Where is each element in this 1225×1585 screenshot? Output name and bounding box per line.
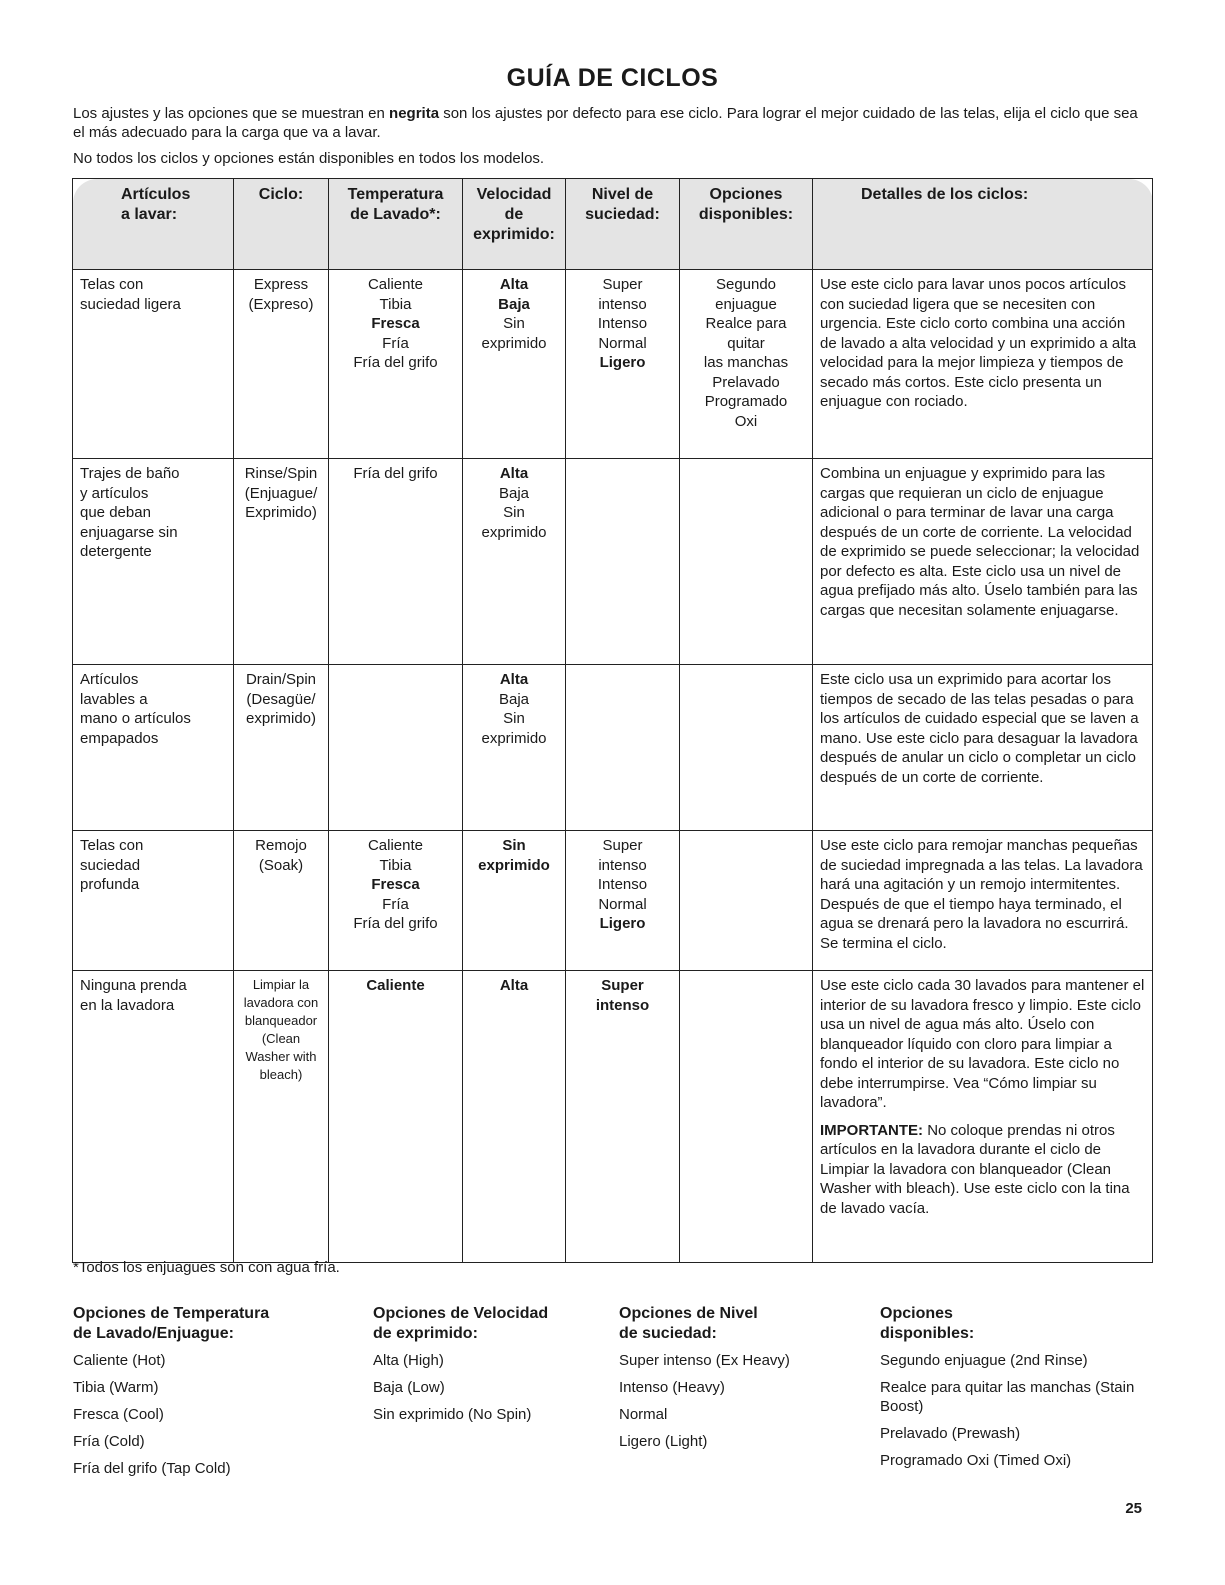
option-item: Prelavado (Prewash): [880, 1425, 1021, 1442]
cycle-cell: [234, 971, 329, 1263]
items-cell: [73, 971, 234, 1263]
header-label: Artículos: [121, 186, 191, 203]
cell-line: Ligero: [599, 915, 646, 932]
option-item: Ligero (Light): [619, 1433, 708, 1450]
cell-line: Telas con: [80, 276, 144, 293]
cell-line: Baja: [498, 484, 530, 502]
cell-line: exprimido): [245, 710, 317, 727]
cell-line: Telas con: [80, 837, 144, 854]
cell-line: que deban: [80, 504, 151, 521]
temperature-cell: [329, 665, 463, 831]
cell-line: Drain/Spin: [245, 671, 317, 688]
cell-line: Ninguna prenda: [80, 977, 187, 994]
header-label: exprimido:: [473, 226, 555, 243]
option-item: Realce para quitar las manchas (Stain Boost): [880, 1379, 1135, 1415]
header-label: Ciclo:: [258, 186, 304, 203]
details-cell: [813, 270, 1153, 459]
cell-line: Super: [601, 977, 644, 994]
cell-line: (Enjuague/: [244, 484, 318, 502]
heading-line: Opciones de Velocidad: [373, 1305, 549, 1322]
details-cell: [813, 459, 1153, 665]
cell-line: Alta: [499, 671, 529, 688]
header-label: Detalles de los ciclos:: [861, 186, 1029, 203]
header-label: Temperatura: [347, 186, 444, 203]
items-cell: [73, 831, 234, 971]
cell-line: Normal: [598, 895, 647, 913]
cell-line: Fría del grifo: [353, 354, 438, 371]
header-label: Nivel de: [591, 186, 654, 203]
soil-level-cell: [566, 971, 680, 1263]
cell-line: Fría: [382, 895, 409, 913]
spin-speed-cell: [463, 831, 566, 971]
page-number: 25: [1125, 1500, 1142, 1517]
option-item: Super intenso (Ex Heavy): [619, 1352, 790, 1369]
important-label: IMPORTANTE:: [820, 1121, 924, 1139]
options-heading: [619, 1304, 864, 1344]
options-heading: [880, 1304, 1155, 1344]
cell-line: suciedad ligera: [80, 295, 181, 313]
cell-line: Fresca: [371, 876, 420, 893]
cell-line: intenso: [598, 856, 647, 874]
header-temperature: [329, 179, 463, 270]
cell-line: Sin: [502, 837, 526, 854]
option-item: Normal: [619, 1406, 668, 1423]
cell-line: Fría del grifo: [353, 465, 438, 482]
available-options: [880, 1304, 1155, 1478]
cell-line: empapados: [80, 729, 159, 747]
cell-line: Sin: [503, 710, 525, 727]
option-item: Tibia (Warm): [73, 1379, 159, 1396]
cell-line: Super: [602, 276, 643, 293]
cell-line: Normal: [598, 334, 647, 352]
cell-line: Realce para: [705, 315, 787, 332]
cell-line: Programado: [704, 393, 788, 410]
cell-line: lavables a: [80, 690, 148, 708]
cell-line: Caliente: [367, 276, 424, 293]
cycle-cell: [234, 459, 329, 665]
cell-line: y artículos: [80, 484, 149, 502]
option-item: Fresca (Cool): [73, 1406, 164, 1423]
header-soil-level: [566, 179, 680, 270]
spin-speed-cell: [463, 270, 566, 459]
table-row: [73, 459, 1153, 665]
details-text: Combina un enjuague y exprimido para las cargas que requieran un ciclo de enjuague adicional o para terminar de lavar una carga después de un corte de corriente. La velocidad de exprimido se puede seleccionar; la velocidad por defecto es alta. Este ciclo usa un nivel de agua prefijado más alto. Úselo también para las cargas que necesitan solamente enjuagarse.: [820, 465, 1140, 619]
option-item: Programado Oxi (Timed Oxi): [880, 1452, 1072, 1469]
cell-line: Fría: [382, 334, 409, 352]
intro-paragraph: [73, 104, 1153, 142]
spin-speed-options: [373, 1304, 603, 1432]
cell-line: Alta: [499, 276, 529, 293]
important-note: [820, 1121, 1145, 1219]
cell-line: (Soak): [258, 856, 304, 874]
cell-line: enjuague: [715, 295, 777, 313]
cell-line: intenso: [598, 295, 647, 313]
items-cell: [73, 665, 234, 831]
cell-line: Alta: [499, 465, 529, 482]
header-label: Opciones: [709, 186, 783, 203]
cell-line: Express: [253, 276, 309, 293]
options-heading: [73, 1304, 353, 1344]
cell-line: intenso: [595, 996, 650, 1014]
cell-line: detergente: [80, 543, 152, 560]
cell-line: (Clean: [261, 1031, 301, 1046]
cell-line: Baja: [498, 690, 530, 708]
cell-line: Fresca: [371, 315, 420, 332]
header-spin-speed: [463, 179, 566, 270]
options-cell: [680, 665, 813, 831]
spin-speed-cell: [463, 971, 566, 1263]
details-text: Use este ciclo para lavar unos pocos artículos con suciedad ligera que se necesiten con urgencia. Este ciclo corto combina una acción de lavado a alta velocidad y un exprimido a alta velocidad para la mejor limpieza y tiempos de secado más cortos. Este ciclo presenta un enjuague con rociado.: [820, 276, 1137, 410]
heading-line: de Lavado/Enjuague:: [73, 1325, 234, 1342]
cell-line: Segundo: [715, 276, 777, 293]
cell-line: Limpiar la: [252, 977, 310, 992]
header-items: [73, 179, 234, 270]
option-item: Sin exprimido (No Spin): [373, 1406, 532, 1423]
cell-line: mano o artículos: [80, 710, 191, 727]
cell-line: Caliente: [366, 977, 425, 994]
header-label: de: [504, 206, 524, 223]
cell-line: (Expreso): [248, 295, 314, 313]
cycle-cell: [234, 831, 329, 971]
table-row: [73, 665, 1153, 831]
cell-line: Tibia: [379, 295, 412, 313]
option-item: Caliente (Hot): [73, 1352, 166, 1369]
heading-line: Opciones de Nivel: [619, 1305, 758, 1322]
options-cell: [680, 270, 813, 459]
cell-line: exprimido: [481, 729, 547, 747]
header-label: a lavar:: [121, 206, 178, 223]
cell-line: (Desagüe/: [246, 690, 316, 708]
heading-line: Opciones de Temperatura: [73, 1305, 270, 1322]
cycle-cell: [234, 270, 329, 459]
header-cycle: [234, 179, 329, 270]
header-options: [680, 179, 813, 270]
cell-line: Prelavado: [712, 373, 780, 391]
soil-level-cell: [566, 665, 680, 831]
spin-speed-cell: [463, 459, 566, 665]
cycle-cell: [234, 665, 329, 831]
details-cell: [813, 665, 1153, 831]
details-text: Este ciclo usa un exprimido para acortar los tiempos de secado de las telas pesadas o para los artículos de cuidado especial que se laven a mano. Use este ciclo para desaguar la lavadora después de anular un ciclo o completar un ciclo después de un corte de corriente.: [820, 671, 1139, 786]
footnote: *Todos los enjuagues son con agua fría.: [73, 1259, 340, 1276]
items-cell: [73, 459, 234, 665]
items-cell: [73, 270, 234, 459]
cell-line: Washer with: [245, 1049, 317, 1064]
header-details: [813, 179, 1153, 270]
cell-line: Fría del grifo: [353, 915, 438, 932]
details-cell: [813, 831, 1153, 971]
important-text: No coloque prendas ni otros artículos en la lavadora durante el ciclo de Limpiar la lavadora con blanqueador (Clean Washer with bleach). Use este ciclo con la tina de lavado vacía.: [820, 1121, 1130, 1217]
options-cell: [680, 971, 813, 1263]
cell-line: exprimido: [481, 334, 547, 352]
heading-line: disponibles:: [880, 1325, 975, 1342]
temperature-cell: [329, 459, 463, 665]
table-row: [73, 831, 1153, 971]
header-label: disponibles:: [698, 206, 794, 223]
cell-line: Sin: [503, 315, 525, 332]
cell-line: Ligero: [599, 354, 646, 371]
option-item: Fría del grifo (Tap Cold): [73, 1460, 231, 1477]
soil-level-cell: [566, 459, 680, 665]
soil-level-options: [619, 1304, 864, 1459]
table-row: [73, 270, 1153, 459]
option-item: Segundo enjuague (2nd Rinse): [880, 1352, 1088, 1369]
header-label: de Lavado*:: [350, 206, 441, 223]
temperature-cell: [329, 831, 463, 971]
intro-bold-word: negrita: [389, 105, 440, 122]
intro-text: Los ajustes y las opciones que se muestran en: [73, 105, 390, 122]
cell-line: Oxi: [734, 412, 758, 430]
details-cell: [813, 971, 1153, 1263]
cell-line: suciedad: [80, 856, 141, 874]
cell-line: Remojo: [255, 837, 307, 854]
temperature-cell: [329, 270, 463, 459]
cell-line: Exprimido): [245, 504, 317, 521]
cell-line: Intenso: [597, 876, 648, 893]
cell-line: quitar: [727, 334, 765, 352]
cell-line: Intenso: [597, 315, 648, 332]
cell-line: Baja: [498, 295, 530, 313]
options-heading: [373, 1304, 603, 1344]
table-row: [73, 971, 1153, 1263]
cell-line: Sin: [503, 504, 525, 521]
header-label: suciedad:: [585, 206, 660, 223]
cell-line: blanqueador: [244, 1013, 318, 1028]
cell-line: Super: [602, 837, 643, 854]
cell-line: Alta: [499, 977, 529, 994]
cell-line: exprimido: [481, 523, 547, 541]
cell-line: lavadora con: [243, 995, 319, 1010]
cell-line: Tibia: [379, 856, 412, 874]
heading-line: Opciones: [880, 1305, 953, 1322]
table-header-row: [73, 179, 1153, 270]
cycle-guide-table: [72, 178, 1153, 1263]
cell-line: las manchas: [703, 354, 789, 371]
option-item: Alta (High): [373, 1352, 444, 1369]
intro-text: son los ajustes por defecto para ese ciclo. Para lograr el mejor cuidado de las telas, elija el ciclo que sea el más adecuado para la carga que va a lavar.: [73, 105, 1138, 141]
temperature-options: [73, 1304, 353, 1486]
heading-line: de exprimido:: [373, 1325, 478, 1342]
page-title: GUÍA DE CICLOS: [506, 64, 719, 92]
soil-level-cell: [566, 270, 680, 459]
options-cell: [680, 831, 813, 971]
cell-line: bleach): [259, 1067, 303, 1082]
heading-line: de suciedad:: [619, 1325, 717, 1342]
option-item: Intenso (Heavy): [619, 1379, 725, 1396]
cell-line: Rinse/Spin: [244, 465, 318, 482]
cell-line: profunda: [80, 876, 140, 893]
temperature-cell: [329, 971, 463, 1263]
cell-line: Trajes de baño: [80, 465, 180, 482]
spin-speed-cell: [463, 665, 566, 831]
option-item: Fría (Cold): [73, 1433, 145, 1450]
availability-note: No todos los ciclos y opciones están disponibles en todos los modelos.: [73, 150, 545, 167]
soil-level-cell: [566, 831, 680, 971]
details-text: Use este ciclo para remojar manchas pequeñas de suciedad impregnada a las telas. La lavadora hará una agitación y un remojo intermitentes. Después de que el tiempo haya terminado, el agua se drenará pero la lavadora no escurrirá. Se termina el ciclo.: [820, 837, 1143, 952]
header-label: Velocidad: [476, 186, 552, 203]
cell-line: enjuagarse sin: [80, 523, 178, 541]
cell-line: exprimido: [478, 856, 550, 874]
cell-line: Caliente: [367, 837, 424, 854]
cell-line: Artículos: [80, 671, 139, 688]
option-item: Baja (Low): [373, 1379, 445, 1396]
cell-line: en la lavadora: [80, 996, 175, 1014]
details-text: Use este ciclo cada 30 lavados para mantener el interior de su lavadora fresco y limpio. Este ciclo usa un nivel de agua más alto. Úselo con blanqueador líquido con cloro para limpiar a fondo el interior de su lavadora. Este ciclo no debe interrumpirse. Vea “Cómo limpiar su lavadora”.: [820, 977, 1145, 1111]
options-cell: [680, 459, 813, 665]
